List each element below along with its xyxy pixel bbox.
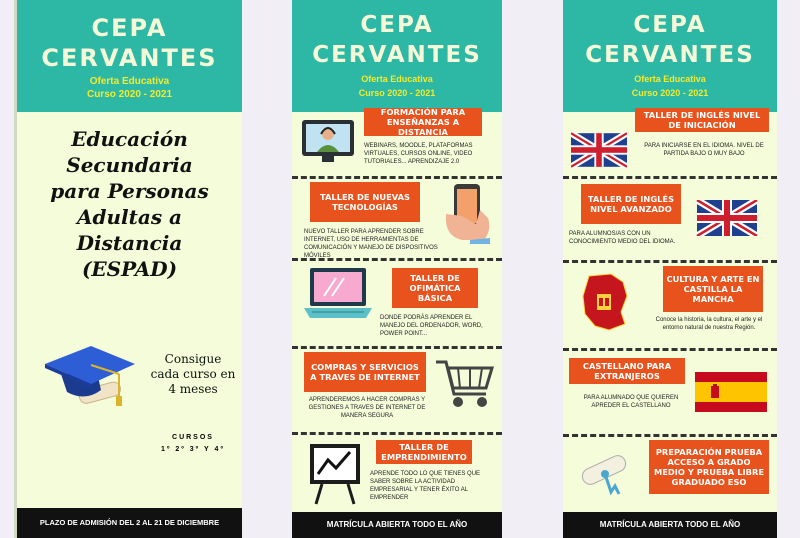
- course-description: PARA ALUMNOS/AS CON UN CONOCIMIENTO MEDIO DEL IDIOMA.: [569, 231, 676, 245]
- brand-line-1: CEPA: [633, 12, 707, 38]
- divider: [563, 434, 777, 437]
- course-description: APRENDEREMOS A HACER COMPRAS Y GESTIONES A TRAVES DE INTERNET DE MANERA SEGURA: [308, 397, 426, 419]
- divider: [292, 176, 502, 179]
- spain-flag-icon: [695, 372, 767, 412]
- course-title: TALLER DE NUEVAS TECNOLOGÍAS: [310, 182, 420, 222]
- panel-header: [563, 0, 777, 112]
- course-title: TALLER DE EMPRENDIMIENTO: [376, 440, 472, 464]
- subtitle-line-2: Curso 2020 - 2021: [358, 88, 436, 98]
- offer-panel-technology: [292, 0, 502, 538]
- diploma-icon: [575, 448, 633, 498]
- brand-line-2: CERVANTES: [41, 44, 218, 72]
- course-title: TALLER DE OFIMÁTICA BÁSICA: [392, 268, 478, 308]
- courses-label: CURSOS: [172, 434, 214, 441]
- note-line: Consigue: [164, 352, 222, 366]
- subtitle-line-1: Oferta Educativa: [361, 74, 433, 84]
- course-description: PARA ALUMNADO QUE QUIEREN APREDER EL CASTELLANO: [583, 395, 679, 409]
- course-title: PREPARACIÓN PRUEBA ACCESO A GRADO MEDIO Y PRUEBA LIBRE GRADUADO ESO: [649, 440, 769, 494]
- course-description: NUEVO TALLER PARA APRENDER SOBRE INTERNET, USO DE HERRAMIENTAS DE COMUNICACIÓN Y MANEJO DE DISPOSITIVOS MÓVILES: [304, 229, 438, 259]
- uk-flag-icon: [571, 132, 627, 168]
- course-description: Conoce la historia, la cultura, el arte y el entorno natural de nuestra Región.: [655, 317, 763, 331]
- admission-footer: PLAZO DE ADMISIÓN DEL 2 AL 21 DE DICIEMBRE: [17, 508, 242, 538]
- note-line: cada curso en: [150, 367, 236, 381]
- espad-title: [17, 126, 242, 282]
- subtitle-line-2: Curso 2020 - 2021: [631, 88, 709, 98]
- course-title: TALLER DE INGLÉS NIVEL AVANZADO: [581, 184, 681, 224]
- title-line: Distancia: [76, 231, 183, 255]
- presentation-board-icon: [306, 440, 364, 506]
- brand-line-1: CEPA: [91, 14, 168, 42]
- smartphone-hand-icon: [440, 180, 494, 244]
- espad-panel: [14, 0, 242, 538]
- divider: [292, 258, 502, 261]
- title-line: Educación: [71, 127, 188, 151]
- course-title: CULTURA Y ARTE EN CASTILLA LA MANCHA: [663, 266, 763, 312]
- castilla-la-mancha-map-icon: [581, 272, 629, 332]
- duration-note: [145, 352, 241, 397]
- graduation-cap-icon: [39, 328, 149, 418]
- divider: [292, 432, 502, 435]
- course-description: DONDE PODRÁS APRENDER EL MANEJO DEL ORDENADOR, WORD, POWER POINT...: [380, 315, 483, 337]
- enrollment-footer: MATRÍCULA ABIERTA TODO EL AÑO: [563, 512, 777, 538]
- course-title: CASTELLANO PARA EXTRANJEROS: [569, 358, 685, 384]
- enrollment-footer: MATRÍCULA ABIERTA TODO EL AÑO: [292, 512, 502, 538]
- courses-values: 1º 2º 3º Y 4º: [161, 446, 225, 453]
- laptop-icon: [302, 266, 374, 320]
- course-title: COMPRAS Y SERVICIOS A TRAVES DE INTERNET: [304, 352, 426, 392]
- divider: [563, 348, 777, 351]
- title-line: Adultas a: [76, 205, 183, 229]
- subtitle-line-1: Oferta Educativa: [89, 76, 170, 87]
- course-description: APRENDE TODO LO QUE TIENES QUE SABER SOBRE LA ACTIVIDAD EMPRESARIAL Y TENER ÉXITO AL EMPRENDER: [370, 471, 481, 501]
- brand-line-2: CERVANTES: [312, 42, 482, 68]
- subtitle-line-2: Curso 2020 - 2021: [86, 89, 173, 100]
- panel-header: [292, 0, 502, 112]
- divider: [563, 260, 777, 263]
- course-title: FORMACIÓN PARA ENSEÑANZAS A DISTANCIA: [364, 108, 482, 136]
- title-line: (ESPAD): [81, 257, 178, 281]
- course-description: PARA INICIARSE EN EL IDIOMA. NIVEL DE PARTIDA BAJO O MUY BAJO: [644, 143, 764, 157]
- course-description: WEBINARS, MOODLE, PLATAFORMAS VIRTUALES, CURSOS ONLINE, VIDEO TUTORIALES... APRENDIZAJE 2.0: [364, 143, 473, 165]
- subtitle-line-1: Oferta Educativa: [634, 74, 706, 84]
- brand-line-1: CEPA: [360, 12, 434, 38]
- title-line: Secundaria: [66, 153, 193, 177]
- note-line: 4 meses: [168, 382, 218, 396]
- video-call-icon: [300, 118, 356, 164]
- offer-panel-languages: [563, 0, 777, 538]
- uk-flag-icon: [691, 200, 763, 236]
- divider: [563, 176, 777, 179]
- shopping-cart-icon: [434, 356, 496, 412]
- title-line: para Personas: [50, 179, 209, 203]
- panel-header: [17, 0, 242, 112]
- divider: [292, 346, 502, 349]
- brand-line-2: CERVANTES: [585, 42, 755, 68]
- course-title: TALLER DE INGLÉS NIVEL DE INICIACIÓN: [635, 108, 769, 132]
